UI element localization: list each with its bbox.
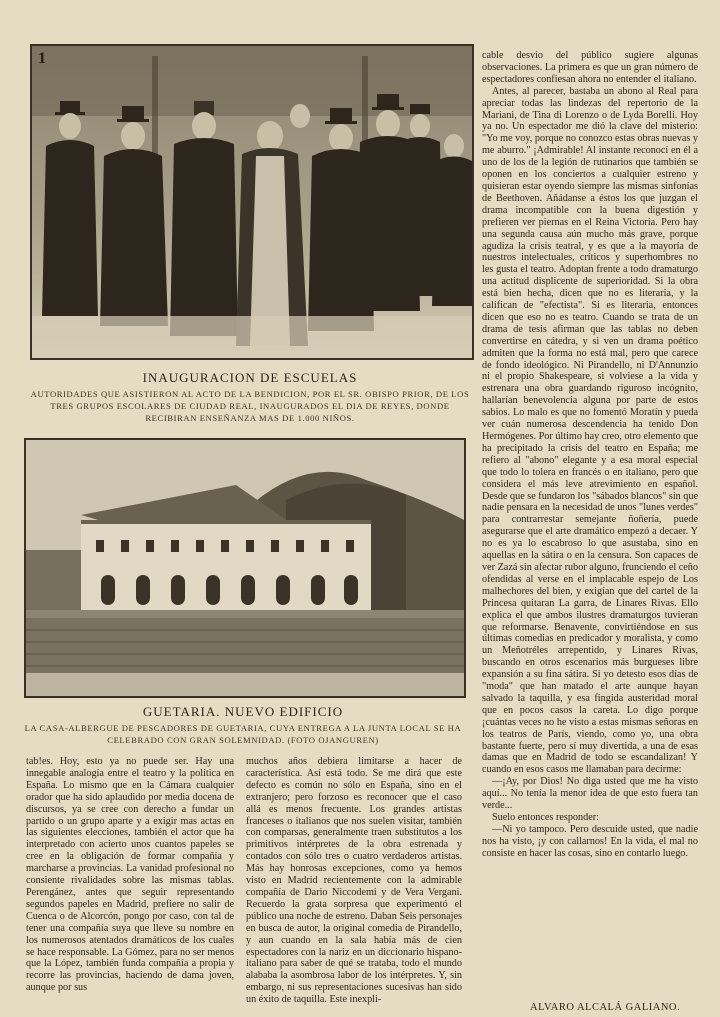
group-portrait-image [32, 46, 472, 358]
guetaria-photo [24, 438, 466, 698]
inauguration-photo [30, 44, 474, 360]
bottom-left-column [26, 756, 234, 1012]
photo2-title: GUETARIA. NUEVO EDIFICIO [142, 704, 344, 719]
right-paragraph: Suelo entonces responder: [492, 812, 599, 823]
photo1-title: INAUGURACION DE ESCUELAS [142, 370, 358, 385]
right-paragraph: Antes, al parecer, bastaba un abono al Real para apreciar todas las lindezas del repertorio de la Mariani, de Tina di Lorenzo o de Lyda Borelli. Hoy ya no. Un espectador me dió la clave del misterio: "Yo me voy, porque no conozco estas obras nuevas y me aburro." ¡Admirable! Al instante reconocí en él a uno de los de la legión de rutinarios que también se oponen en los conciertos a cualquier estreno y quisieran estar oyendo siempre las mismas sinfonías de Beethoven. Añádanse a éstos los que juzgan el drama incompatible con la buena digestión y prefieren ver piernas en el Reina Victoria. Pero hay una segunda causa aún mucho más grave, porque agudiza la crisis teatral, y es que a la mayoría de nuestros intelectuales, críticos y superhombres no les gusta el teatro. Adoptan frente a todo dramaturgo una actitud displicente de superioridad. Si la obra está bien hecha, dicen que no es literaria, y la califican de "efectista". Si es literaria, entonces dicen que eso no es teatro. Cuando se trata de un drama de tesis afirman que las tablas no deben convertirse en cátedra, y si ven un drama poético admiten que la forma no está mal, pero que carece de fondo ideológico. Ni Pirandello, ni D'Annunzio ni el propio Shakespeare, si volviese a la vida y estrenara una obra guardando riguroso incógnito, hallarían benevolencia alguna por parte de estos sabios. Lo malo es que no fomentó Moratín y pueda ver cuán numerosa descendencia ha tenido Don Hermógenes. Por último hay creo, otro elemento que ha precipitado la crisis del teatro en España; me refiero al "abono" elegante y a esa moral especial que todo lo tolera en francés o en italiano, pero que considera el más leve atrevimiento en español. Desde que se fundaron los "sábados blancos" sin que nadie pensara en la necesidad de unos "lunes verdes" para contrarrestar semejante ñoñería, puede asegurarse que el arte dramático empezó a decaer. Y no es ya lo escabroso lo que asustaba, sino en aquellas en la sátira o en la censura. Son capaces de ver Zazá sin afectar rubor alguno, frunciendo el ceño ofendidas al verse en el implacable espejo de Los malhechores del bien, y exigían que del cartel de la Princesa quitaran La garra, de Linares Rivas. Ello explica el que ambos ilustres dramaturgos tuvieran que reformarse. Benavente, convirtiéndose en sus últimas comedias en predicador y moralista, y como un Meñotréles arrepentido, y Linares Rivas, buscando en otros escenarios más burgueses libre expansión a su fina sátira. Si yo detesto esos días de "moda" que han matado el arte aunque hayan salvado la taquilla, y esa fingida austeridad moral que en pocos casos la careta. Lo digo porque ¡cuántas veces no he visto a estas mismas señoras en los teatros de París, viendo, como yo, una obra bastante fuerte, pero sí muy divertida, a una de esas damas que en Madrid de todo se escandalizan! Y cuando en esos casos me llamaban para decirme: [482, 85, 698, 776]
right-paragraph: —Ni yo tampoco. Pero descuide usted, que nadie nos ha visto, ¡y con callarnos! En la vida, el mal no consiste en hacer las cosas, sino en contarlo luego. [482, 823, 698, 859]
bottom-middle-column [246, 756, 462, 1012]
right-paragraph: —¡Ay, por Dios! No diga usted que me ha visto aquí... No tenía la menor idea de que esto fuera tan verde... [482, 776, 698, 812]
photo2-caption: LA CASA-ALBERGUE DE PESCADORES DE GUETARIA, CUYA ENTREGA A LA JUNTA LOCAL SE HA CELEBRADO CON GRAN SOLEMNIDAD. (FOTO OJANGUREN) [24, 723, 462, 745]
right-paragraph: cable desvío del público sugiere algunas observaciones. La primera es que un gran número de espectadores confiesan ahora no entender el italiano. [482, 50, 698, 85]
plate-number: 1 [38, 50, 46, 67]
photo1-caption: AUTORIDADES QUE ASISTIERON AL ACTO DE LA BENDICION, POR EL SR. OBISPO PRIOR, DE LOS TRES GRUPOS ESCOLARES DE CIUDAD REAL, INAUGURADOS EL DIA DE REYES, DONDE RECIBIRAN ENSEÑANZA MAS DE 1.000 NIÑOS. [30, 389, 470, 423]
building-image [26, 440, 464, 696]
middle-paragraph: muchos años debiera limitarse a hacer de característica. Así está todo. Se me dirá que este defecto es común no sólo en España, sino en el extranjero; pero forzoso es reconocer que el caso allá es menos frecuente. Los grandes artistas franceses o italianos que nos suelen visitar, también con comparsas, generalmente traen substitutos a los primitivos intérpretes de la obra estrenada y contados con sólo tres o cuatro verdaderos artistas. Más hay honrosas excepciones, como ya hemos visto en Madrid recientemente con la admirable compañía de Dario Niccodemi y de Vera Vergani. Recuerdo la grata sorpresa que experimentó el público una noche de estreno. Daban Seis personajes en busca de autor, la original comedia de Pirandello, y aun cuando en la sala había más de cien espectadores con la nariz en un diccionario hispano-italiano para saber de qué se trataba, todo el mundo alababa la asombrosa labor de los intérpretes. Y, sin embargo, ni sus representaciones sucesivas han sido un éxito de taquilla. Este inexpli- [246, 756, 462, 1006]
left-paragraph: tab!es. Hoy, esto ya no puede ser. Hay una innegable analogía entre el teatro y la política en España. Lo mismo que en la Cámara cualquier orador que ha sido aplaudido por media docena de discursos, ya se cree con derecho a fundar un partido o un grupo aparte y a exigir mas actas en las siguientes elecciones, también el actor que ha interpretado con acierto unos cuantos papeles se cree en la obligación de formar compañía y marcharse a provincias. La vanidad profesional no consiente rivalidades sobre las mismas tablas. Perengánez, antes que seguir representando segundos papeles en Madrid, prefiere no salir de Cuenca o de Alcorcón, pongo por caso, con tal de tener una compañía suya que lleve su nombre en los numerosos atentados dramáticos de los cuales se hace responsable. La Gómez, para no ser menos que la López, también funda compañía a propia y recorre las provincias, haciendo de dama joven, aunque por sus [26, 756, 234, 994]
author-signature: ALVARO ALCALÁ GALIANO. [530, 1002, 681, 1013]
right-article-column [482, 50, 698, 1000]
